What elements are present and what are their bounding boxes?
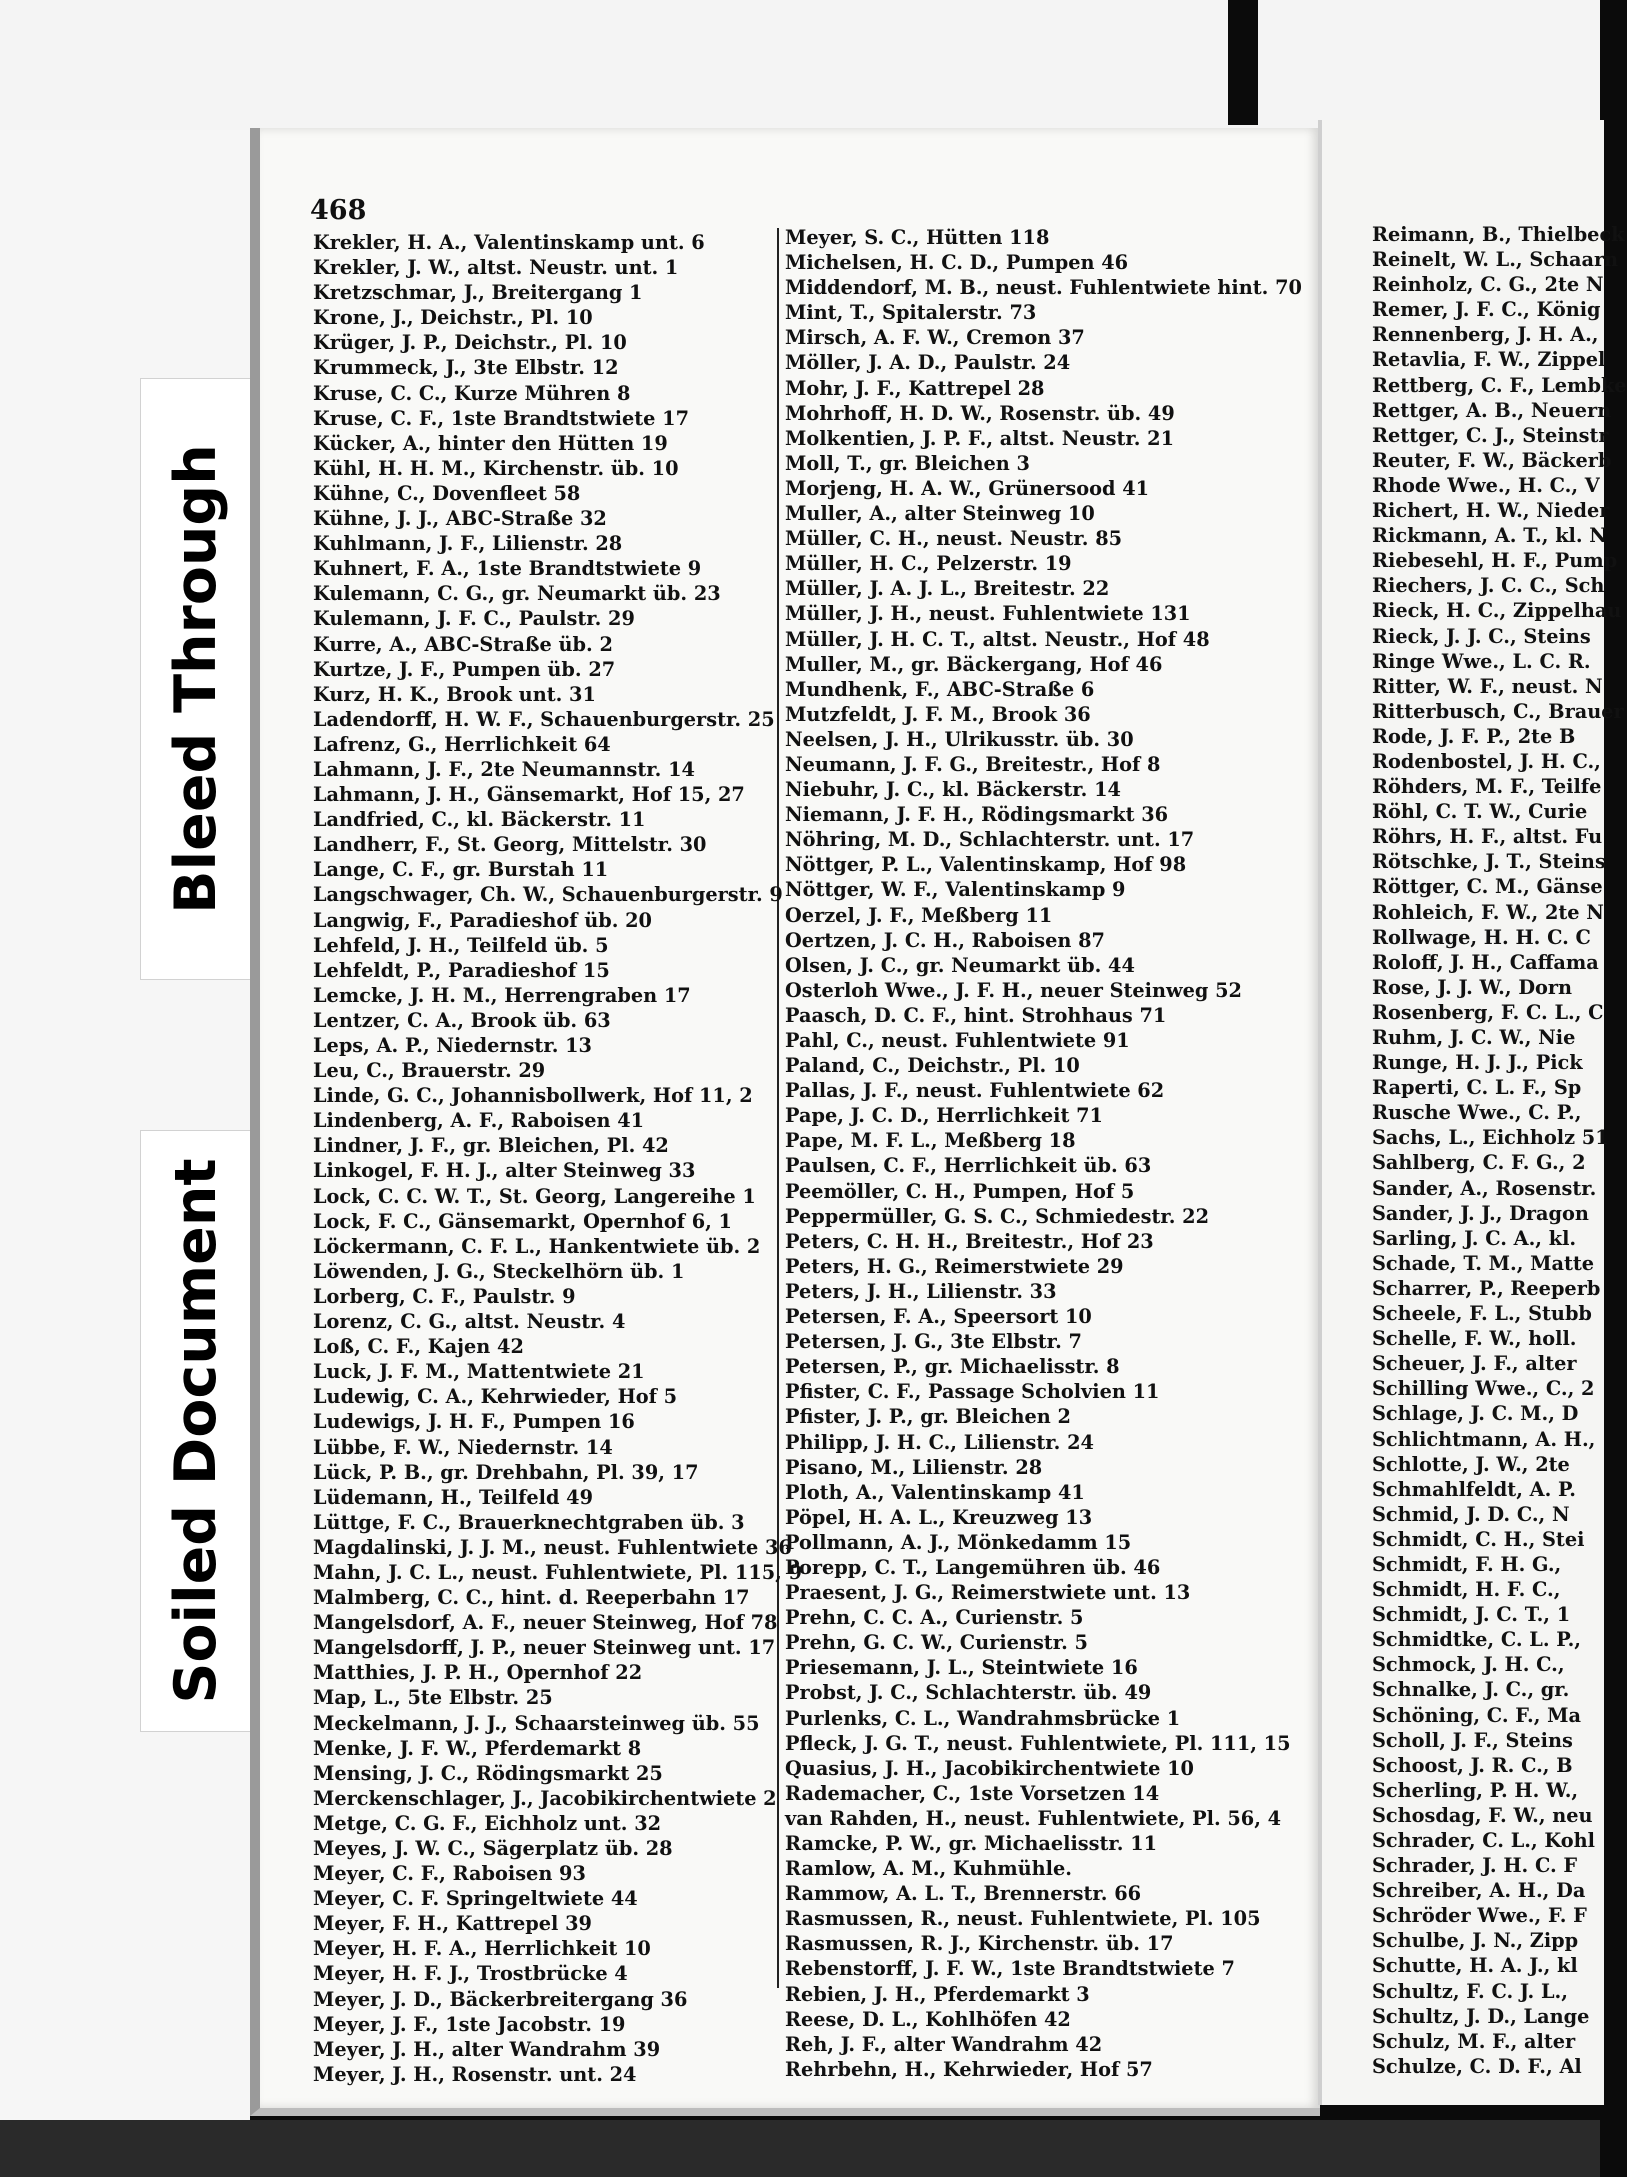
directory-entry: Röttger, C. M., Gänse <box>1372 875 1603 899</box>
directory-entry: Michelsen, H. C. D., Pumpen 46 <box>785 251 1129 275</box>
directory-entry: Röhl, C. T. W., Curie <box>1372 800 1588 824</box>
directory-entry: Ludewigs, J. H. F., Pumpen 16 <box>313 1410 635 1434</box>
directory-entry: Ludewig, C. A., Kehrwieder, Hof 5 <box>313 1385 678 1409</box>
directory-entry: Lahmann, J. H., Gänsemarkt, Hof 15, 27 <box>313 783 745 807</box>
directory-entry: Petersen, F. A., Speersort 10 <box>785 1305 1092 1329</box>
directory-entry: Ploth, A., Valentinskamp 41 <box>785 1480 1085 1504</box>
directory-entry: Reinelt, W. L., Schaarn <box>1372 248 1619 272</box>
directory-entry: Ramlow, A. M., Kuhmühle. <box>785 1857 1072 1881</box>
directory-entry: Matthies, J. P. H., Opernhof 22 <box>313 1661 643 1685</box>
directory-entry: Sachs, L., Eichholz 51 <box>1372 1126 1609 1150</box>
directory-entry: Lemcke, J. H. M., Herrengraben 17 <box>313 983 691 1007</box>
directory-entry: Kruse, C. F., 1ste Brandtstwiete 17 <box>313 406 689 430</box>
directory-entry: Meyer, S. C., Hütten 118 <box>785 226 1050 249</box>
directory-column-1 <box>313 230 802 2087</box>
directory-entry: Linkogel, F. H. J., alter Steinweg 33 <box>313 1159 696 1183</box>
directory-entry: Neelsen, J. H., Ulrikusstr. üb. 30 <box>785 727 1134 751</box>
directory-entry: Rieck, J. J. C., Steins <box>1372 624 1591 648</box>
directory-entry: Malmberg, C. C., hint. d. Reeperbahn 17 <box>313 1586 750 1610</box>
directory-entry: Kurz, H. K., Brook unt. 31 <box>313 682 596 706</box>
directory-entry: Mensing, J. C., Rödingsmarkt 25 <box>313 1761 663 1785</box>
directory-entry: Richert, H. W., Nieder <box>1372 499 1610 523</box>
directory-entry: Runge, H. J. J., Pick <box>1372 1051 1583 1075</box>
spine-shadow <box>1228 0 1258 125</box>
directory-entry: Röhrs, H. F., altst. Fu <box>1372 825 1603 849</box>
directory-entry: Kühne, J. J., ABC-Straße 32 <box>313 507 607 531</box>
directory-entry: Krone, J., Deichstr., Pl. 10 <box>313 306 593 330</box>
directory-entry: Oertzen, J. C. H., Raboisen 87 <box>785 928 1105 952</box>
directory-entry: Nöhring, M. D., Schlachterstr. unt. 17 <box>785 828 1195 852</box>
directory-entry: Rennenberg, J. H. A., <box>1372 323 1599 347</box>
directory-entry: Meyer, C. F. Springeltwiete 44 <box>313 1887 638 1911</box>
directory-entry: Mangelsdorf, A. F., neuer Steinweg, Hof 78 <box>313 1611 778 1635</box>
directory-entry: Roloff, J. H., Caffama <box>1372 950 1599 974</box>
directory-entry: Mundhenk, F., ABC-Straße 6 <box>785 677 1095 701</box>
directory-entry: Rusche Wwe., C. P., <box>1372 1101 1582 1125</box>
directory-entry: Pollmann, A. J., Mönkedamm 15 <box>785 1530 1132 1554</box>
directory-entry: Kühne, C., Dovenfleet 58 <box>313 481 581 505</box>
directory-entry: Pahl, C., neust. Fuhlentwiete 91 <box>785 1029 1130 1052</box>
directory-entry: Schulze, C. D. F., Al <box>1372 2054 1582 2078</box>
directory-entry: Nöttger, W. F., Valentinskamp 9 <box>785 878 1126 902</box>
directory-entry: Ladendorff, H. W. F., Schauenburgerstr. 25 <box>313 707 775 731</box>
directory-entry: Schmidtke, C. L. P., <box>1372 1628 1581 1652</box>
directory-entry: Schmidt, F. H. G., <box>1372 1552 1562 1576</box>
bleed-through-text: Bleed Through <box>163 444 229 914</box>
directory-entry: Schlage, J. C. M., D <box>1372 1402 1579 1426</box>
directory-entry: Peemöller, C. H., Pumpen, Hof 5 <box>785 1179 1135 1203</box>
directory-entry: Mohrhoff, H. D. W., Rosenstr. üb. 49 <box>785 401 1175 425</box>
directory-entry: Reese, D. L., Kohlhöfen 42 <box>785 2007 1071 2031</box>
directory-entry: Rettger, C. J., Steinstr <box>1372 423 1609 447</box>
directory-entry: Mahn, J. C. L., neust. Fuhlentwiete, Pl. 115, 9 <box>313 1560 802 1584</box>
directory-entry: Landfried, C., kl. Bäckerstr. 11 <box>313 808 646 832</box>
directory-entry: Meyer, H. F. J., Trostbrücke 4 <box>313 1962 628 1986</box>
directory-entry: Rosenberg, F. C. L., C <box>1372 1000 1604 1024</box>
directory-entry: Rebien, J. H., Pferdemarkt 3 <box>785 1982 1090 2006</box>
directory-entry: Lange, C. F., gr. Burstah 11 <box>313 858 609 882</box>
directory-entry: Krekler, H. A., Valentinskamp unt. 6 <box>313 231 705 254</box>
directory-entry: Ringe Wwe., L. C. R. <box>1372 649 1591 673</box>
directory-entry: Lock, F. C., Gänsemarkt, Opernhof 6, 1 <box>313 1209 732 1233</box>
directory-entry: Schrader, J. H. C. F <box>1372 1854 1578 1878</box>
directory-entry: Pfister, C. F., Passage Scholvien 11 <box>785 1380 1160 1404</box>
soiled-document-text: Soiled Document <box>163 1158 229 1704</box>
directory-entry: Mangelsdorff, J. P., neuer Steinweg unt. 17 <box>313 1636 776 1660</box>
directory-entry: Rettberg, C. F., Lembke <box>1372 373 1627 397</box>
directory-entry: Meckelmann, J. J., Schaarsteinweg üb. 55 <box>313 1711 760 1735</box>
directory-entry: Riebesehl, H. F., Pump <box>1372 549 1618 573</box>
directory-entry: Rodenbostel, J. H. C., <box>1372 749 1601 773</box>
directory-entry: Schmidt, C. H., Stei <box>1372 1527 1585 1551</box>
directory-entry: Löckermann, C. F. L., Hankentwiete üb. 2 <box>313 1234 761 1258</box>
directory-entry: Lindenberg, A. F., Raboisen 41 <box>313 1109 645 1133</box>
directory-entry: Ramcke, P. W., gr. Michaelisstr. 11 <box>785 1832 1158 1855</box>
directory-entry: Schlichtmann, A. H., <box>1372 1427 1596 1451</box>
directory-entry: Mohr, J. F., Kattrepel 28 <box>785 376 1045 400</box>
directory-entry: Kruse, C. C., Kurze Mühren 8 <box>313 381 631 405</box>
directory-entry: Muller, M., gr. Bäckergang, Hof 46 <box>785 652 1163 676</box>
directory-entry: Lock, C. C. W. T., St. Georg, Langereihe 1 <box>313 1184 756 1208</box>
directory-entry: Peters, C. H. H., Breitestr., Hof 23 <box>785 1229 1154 1253</box>
directory-entry: Peppermüller, G. S. C., Schmiedestr. 22 <box>785 1204 1209 1228</box>
directory-entry: Pisano, M., Lilienstr. 28 <box>785 1455 1043 1479</box>
directory-entry: Mint, T., Spitalerstr. 73 <box>785 301 1037 325</box>
directory-entry: Molkentien, J. P. F., altst. Neustr. 21 <box>785 426 1175 450</box>
directory-entry: Schelle, F. W., holl. <box>1372 1327 1577 1351</box>
directory-entry: Lehfeld, J. H., Teilfeld üb. 5 <box>313 933 609 957</box>
directory-entry: Linde, G. C., Johannisbollwerk, Hof 11, 2 <box>313 1084 753 1108</box>
directory-entry: Rode, J. F. P., 2te B <box>1372 724 1576 748</box>
directory-entry: Purlenks, C. L., Wandrahmsbrücke 1 <box>785 1706 1181 1730</box>
scan-bottom-band <box>0 2120 1600 2177</box>
directory-entry: Meyer, H. F. A., Herrlichkeit 10 <box>313 1937 651 1961</box>
directory-entry: Leps, A. P., Niedernstr. 13 <box>313 1034 592 1057</box>
directory-entry: Raperti, C. L. F., Sp <box>1372 1076 1582 1100</box>
bleed-through-label <box>140 378 252 980</box>
directory-entry: Kulemann, J. F. C., Paulstr. 29 <box>313 607 635 631</box>
directory-entry: Schulz, M. F., alter <box>1372 2029 1576 2053</box>
directory-entry: Paasch, D. C. F., hint. Strohhaus 71 <box>785 1003 1167 1027</box>
directory-entry: Rose, J. J. W., Dorn <box>1372 975 1573 999</box>
directory-entry: Riechers, J. C. C., Sch <box>1372 574 1605 598</box>
directory-entry: Magdalinski, J. J. M., neust. Fuhlentwiete 36 <box>313 1535 792 1559</box>
directory-entry: Muller, A., alter Steinweg 10 <box>785 502 1095 526</box>
directory-entry: Rammow, A. L. T., Brennerstr. 66 <box>785 1882 1142 1906</box>
directory-entry: Oerzel, J. F., Meßberg 11 <box>785 903 1053 927</box>
directory-entry: Landherr, F., St. Georg, Mittelstr. 30 <box>313 833 707 857</box>
directory-entry: Quasius, J. H., Jacobikirchentwiete 10 <box>785 1756 1194 1780</box>
directory-entry: Schade, T. M., Matte <box>1372 1251 1595 1275</box>
directory-entry: Rhode Wwe., H. C., V <box>1372 473 1600 497</box>
directory-entry: Scholl, J. F., Steins <box>1372 1728 1573 1752</box>
directory-entry: Prehn, G. C. W., Curienstr. 5 <box>785 1631 1088 1655</box>
directory-entry: Rehrbehn, H., Kehrwieder, Hof 57 <box>785 2057 1153 2081</box>
directory-entry: Pallas, J. F., neust. Fuhlentwiete 62 <box>785 1079 1165 1103</box>
directory-entry: Schmidt, J. C. T., 1 <box>1372 1603 1571 1627</box>
directory-entry: Olsen, J. C., gr. Neumarkt üb. 44 <box>785 953 1135 977</box>
directory-entry: Rollwage, H. H. C. C <box>1372 925 1591 949</box>
directory-entry: Neumann, J. F. G., Breitestr., Hof 8 <box>785 752 1161 776</box>
directory-entry: Rieck, H. C., Zippelhau <box>1372 599 1622 623</box>
directory-entry: Schmid, J. D. C., N <box>1372 1502 1570 1526</box>
directory-entry: Petersen, P., gr. Michaelisstr. 8 <box>785 1355 1120 1379</box>
directory-entry: Nöttger, P. L., Valentinskamp, Hof 98 <box>785 853 1187 877</box>
directory-entry: Lüdemann, H., Teilfeld 49 <box>313 1485 594 1509</box>
directory-entry: Schultz, J. D., Lange <box>1372 2004 1590 2028</box>
directory-entry: Map, L., 5te Elbstr. 25 <box>313 1686 553 1710</box>
scan-margin <box>0 0 250 2177</box>
directory-entry: Menke, J. F. W., Pferdemarkt 8 <box>313 1736 642 1760</box>
directory-entry: Schmidt, H. F. C., <box>1372 1578 1561 1602</box>
directory-entry: Schreiber, A. H., Da <box>1372 1879 1586 1903</box>
directory-entry: Meyer, C. F., Raboisen 93 <box>313 1862 586 1886</box>
directory-entry: Schultz, F. C. J. L., <box>1372 1979 1568 2003</box>
directory-entry: Ruhm, J. C. W., Nie <box>1372 1026 1576 1049</box>
scan-top-band <box>0 0 1600 130</box>
directory-entry: Meyer, F. H., Kattrepel 39 <box>313 1912 592 1936</box>
directory-entry: Osterloh Wwe., J. F. H., neuer Steinweg 52 <box>785 978 1242 1002</box>
directory-entry: Kücker, A., hinter den Hütten 19 <box>313 431 668 455</box>
directory-entry: Lindner, J. F., gr. Bleichen, Pl. 42 <box>313 1134 669 1158</box>
directory-entry: Meyer, J. D., Bäckerbreitergang 36 <box>313 1987 688 2011</box>
directory-entry: Lorberg, C. F., Paulstr. 9 <box>313 1284 576 1308</box>
directory-entry: Praesent, J. G., Reimerstwiete unt. 13 <box>785 1581 1191 1605</box>
directory-entry: Petersen, J. G., 3te Elbstr. 7 <box>785 1330 1082 1354</box>
directory-entry: Rebenstorff, J. F. W., 1ste Brandtstwiete 7 <box>785 1957 1235 1981</box>
directory-entry: Pfister, J. P., gr. Bleichen 2 <box>785 1405 1071 1429</box>
directory-entry: Schmahlfeldt, A. P. <box>1372 1477 1577 1501</box>
directory-entry: Peters, J. H., Lilienstr. 33 <box>785 1279 1057 1303</box>
directory-entry: Retavlia, F. W., Zippel <box>1372 348 1606 372</box>
directory-entry: Müller, H. C., Pelzerstr. 19 <box>785 552 1072 576</box>
directory-entry: Meyer, J. H., alter Wandrahm 39 <box>313 2037 661 2061</box>
directory-entry: Reinholz, C. G., 2te N <box>1372 273 1604 297</box>
directory-entry: Merckenschlager, J., Jacobikirchentwiete 2 <box>313 1786 777 1810</box>
directory-entry: Mutzfeldt, J. F. M., Brook 36 <box>785 702 1091 726</box>
directory-entry: Reh, J. F., alter Wandrahm 42 <box>785 2032 1103 2056</box>
directory-entry: Lentzer, C. A., Brook üb. 63 <box>313 1008 611 1032</box>
directory-entry: Lahmann, J. F., 2te Neumannstr. 14 <box>313 757 695 781</box>
directory-entry: Reimann, B., Thielbeck <box>1372 223 1625 246</box>
directory-entry: Lehfeldt, P., Paradieshof 15 <box>313 958 610 982</box>
directory-entry: Sander, A., Rosenstr. <box>1372 1176 1597 1200</box>
directory-entry: Meyer, J. F., 1ste Jacobstr. 19 <box>313 2012 626 2036</box>
directory-entry: Kurtze, J. F., Pumpen üb. 27 <box>313 657 616 681</box>
directory-entry: Schnalke, J. C., gr. <box>1372 1678 1570 1702</box>
directory-entry: Müller, C. H., neust. Neustr. 85 <box>785 527 1123 551</box>
directory-entry: Röhders, M. F., Teilfe <box>1372 775 1602 799</box>
directory-entry: Sander, J. J., Dragon <box>1372 1201 1589 1225</box>
directory-entry: Rötschke, J. T., Steins <box>1372 850 1606 874</box>
directory-entry: Schmock, J. H. C., <box>1372 1653 1565 1677</box>
directory-entry: Middendorf, M. B., neust. Fuhlentwiete hint. 70 <box>785 276 1302 300</box>
directory-entry: Lorenz, C. G., altst. Neustr. 4 <box>313 1310 626 1334</box>
directory-entry: Kühl, H. H. M., Kirchenstr. üb. 10 <box>313 456 679 480</box>
directory-entry: Schröder Wwe., F. F <box>1372 1904 1587 1928</box>
directory-entry: Remer, J. F. C., König <box>1372 298 1601 322</box>
directory-entry: Kretzschmar, J., Breitergang 1 <box>313 281 643 305</box>
directory-entry: Scheele, F. L., Stubb <box>1372 1302 1592 1326</box>
directory-entry: van Rahden, H., neust. Fuhlentwiete, Pl. 56, 4 <box>785 1806 1282 1830</box>
directory-entry: Langschwager, Ch. W., Schauenburgerstr. 9 <box>313 883 783 907</box>
directory-entry: Prehn, C. C. A., Curienstr. 5 <box>785 1606 1084 1630</box>
directory-entry: Priesemann, J. L., Steintwiete 16 <box>785 1656 1138 1680</box>
directory-entry: Meyer, J. H., Rosenstr. unt. 24 <box>313 2062 637 2086</box>
directory-entry: Metge, C. G. F., Eichholz unt. 32 <box>313 1811 662 1835</box>
directory-entry: Kuhnert, F. A., 1ste Brandtstwiete 9 <box>313 557 702 581</box>
directory-entry: Langwig, F., Paradieshof üb. 20 <box>313 908 652 932</box>
directory-entry: Lüttge, F. C., Brauerknechtgraben üb. 3 <box>313 1510 745 1534</box>
directory-entry: Ritter, W. F., neust. N <box>1372 674 1603 698</box>
directory-entry: Niebuhr, J. C., kl. Bäckerstr. 14 <box>785 778 1121 802</box>
directory-entry: Krummeck, J., 3te Elbstr. 12 <box>313 356 619 380</box>
directory-entry: Rohleich, F. W., 2te N <box>1372 900 1604 924</box>
directory-entry: Sarling, J. C. A., kl. <box>1372 1226 1577 1250</box>
directory-column-2 <box>785 225 1302 2082</box>
directory-entry: Lübbe, F. W., Niedernstr. 14 <box>313 1435 613 1459</box>
directory-entry: Meyes, J. W. C., Sägerplatz üb. 28 <box>313 1837 673 1860</box>
soiled-document-label <box>140 1130 252 1732</box>
directory-entry: Schilling Wwe., C., 2 <box>1372 1377 1595 1401</box>
directory-entry: Schosdag, F. W., neu <box>1372 1803 1593 1827</box>
directory-entry: Rasmussen, R. J., Kirchenstr. üb. 17 <box>785 1932 1174 1956</box>
directory-entry: Paland, C., Deichstr., Pl. 10 <box>785 1054 1080 1078</box>
directory-entry: Lück, P. B., gr. Drehbahn, Pl. 39, 17 <box>313 1460 699 1484</box>
directory-entry: Müller, J. H. C. T., altst. Neustr., Hof 48 <box>785 627 1210 651</box>
directory-column-3 <box>1372 222 1627 2079</box>
directory-entry: Scheuer, J. F., alter <box>1372 1352 1577 1376</box>
directory-entry: Schutte, H. A. J., kl <box>1372 1954 1578 1978</box>
directory-entry: Mirsch, A. F. W., Cremon 37 <box>785 326 1085 350</box>
directory-entry: Moll, T., gr. Bleichen 3 <box>785 451 1030 475</box>
directory-entry: Ritterbusch, C., Brauer <box>1372 699 1624 723</box>
directory-entry: Luck, J. F. M., Mattentwiete 21 <box>313 1360 645 1384</box>
directory-entry: Pape, J. C. D., Herrlichkeit 71 <box>785 1104 1103 1128</box>
directory-entry: Krekler, J. W., altst. Neustr. unt. 1 <box>313 256 679 280</box>
directory-entry: Leu, C., Brauerstr. 29 <box>313 1059 546 1083</box>
directory-entry: Möller, J. A. D., Paulstr. 24 <box>785 351 1071 375</box>
directory-entry: Philipp, J. H. C., Lilienstr. 24 <box>785 1430 1094 1454</box>
directory-entry: Probst, J. C., Schlachterstr. üb. 49 <box>785 1681 1152 1705</box>
directory-entry: Rasmussen, R., neust. Fuhlentwiete, Pl. 105 <box>785 1907 1261 1931</box>
directory-entry: Lafrenz, G., Herrlichkeit 64 <box>313 732 611 756</box>
directory-entry: Krüger, J. P., Deichstr., Pl. 10 <box>313 331 627 355</box>
directory-entry: Porepp, C. T., Langemühren üb. 46 <box>785 1555 1161 1579</box>
directory-entry: Kulemann, C. G., gr. Neumarkt üb. 23 <box>313 582 721 606</box>
directory-entry: Müller, J. H., neust. Fuhlentwiete 131 <box>785 602 1191 626</box>
directory-entry: Morjeng, H. A. W., Grünersood 41 <box>785 476 1150 500</box>
directory-entry: Schoost, J. R. C., B <box>1372 1753 1573 1777</box>
directory-entry: Rickmann, A. T., kl. N <box>1372 524 1607 548</box>
directory-entry: Kurre, A., ABC-Straße üb. 2 <box>313 632 613 656</box>
directory-entry: Müller, J. A. J. L., Breitestr. 22 <box>785 577 1110 601</box>
directory-entry: Schrader, C. L., Kohl <box>1372 1829 1595 1852</box>
directory-entry: Pape, M. F. L., Meßberg 18 <box>785 1129 1076 1153</box>
directory-entry: Scherling, P. H. W., <box>1372 1778 1579 1802</box>
directory-entry: Loß, C. F., Kajen 42 <box>313 1335 524 1359</box>
page-number: 468 <box>310 195 367 226</box>
directory-entry: Schlotte, J. W., 2te <box>1372 1452 1570 1476</box>
directory-entry: Schulbe, J. N., Zipp <box>1372 1929 1579 1953</box>
directory-entry: Rettger, A. B., Neuern <box>1372 398 1612 422</box>
directory-entry: Pfleck, J. G. T., neust. Fuhlentwiete, Pl. 111, 15 <box>785 1731 1291 1755</box>
directory-entry: Niemann, J. F. H., Rödingsmarkt 36 <box>785 803 1169 827</box>
directory-entry: Peters, H. G., Reimerstwiete 29 <box>785 1254 1124 1278</box>
directory-entry: Kuhlmann, J. F., Lilienstr. 28 <box>313 532 623 556</box>
directory-entry: Rademacher, C., 1ste Vorsetzen 14 <box>785 1781 1160 1805</box>
directory-entry: Reuter, F. W., Bäckerb <box>1372 448 1612 472</box>
directory-entry: Scharrer, P., Reeperb <box>1372 1276 1601 1300</box>
directory-entry: Löwenden, J. G., Steckelhörn üb. 1 <box>313 1259 685 1283</box>
directory-entry: Sahlberg, C. F. G., 2 <box>1372 1151 1586 1175</box>
directory-entry: Schöning, C. F., Ma <box>1372 1703 1581 1727</box>
directory-entry: Pöpel, H. A. L., Kreuzweg 13 <box>785 1505 1093 1529</box>
directory-entry: Paulsen, C. F., Herrlichkeit üb. 63 <box>785 1154 1152 1178</box>
